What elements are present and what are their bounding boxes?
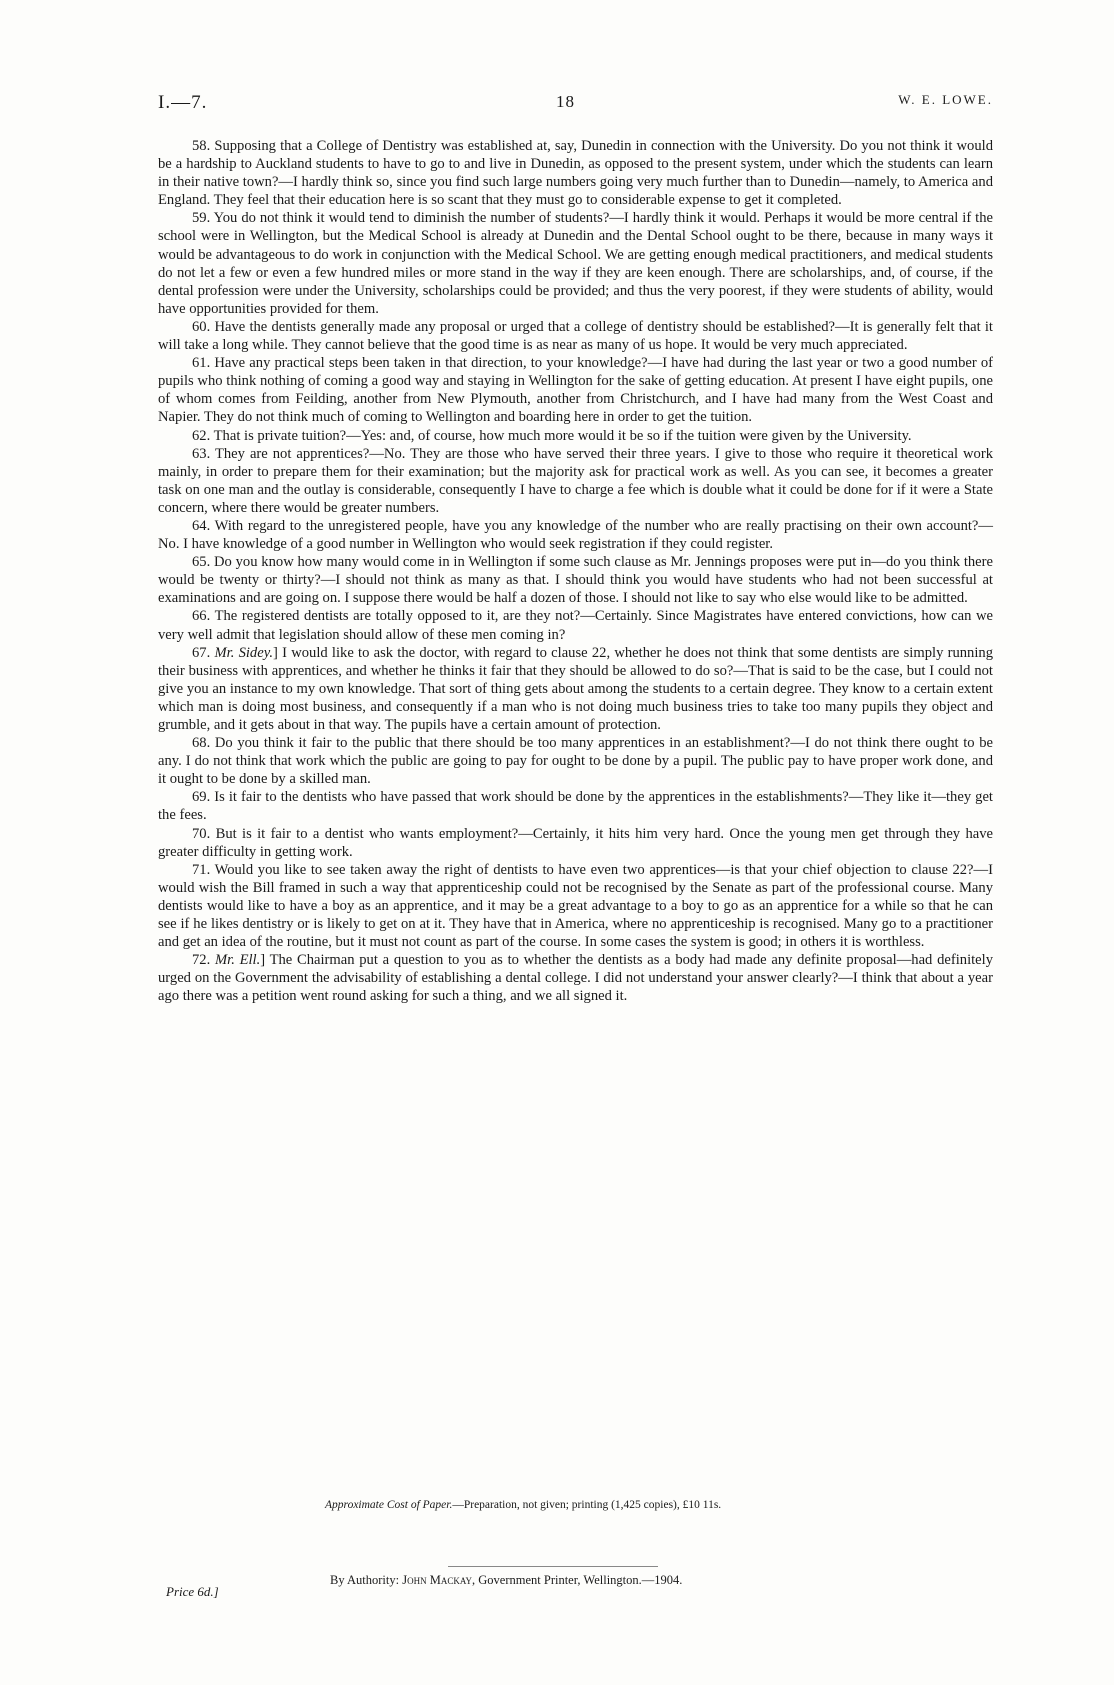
speaker-name: Mr. Ell.: [214, 952, 261, 969]
paragraph-60: 60. Have the dentists generally made any proposal or urged that a college of dentistry should be established?—It is generally felt that it will take a long while. They cannot believe that the good time is as near as many of us hope. It would be very much appreciated.: [158, 318, 993, 354]
witness-name: W. E. LOWE.: [898, 92, 993, 107]
paragraph-62: 62. That is private tuition?—Yes: and, of course, how much more would it be so if the tuition were given by the University.: [192, 427, 912, 444]
paragraph-text: I would like to ask the doctor, with regard to clause 22, whether he does not think that some dentists are simply running their business with apprentices, and whether he thinks it fair that they should be allowed to do so?—That is said to be the case, but I could not give you an instance to my own knowledge. That sort of thing gets about among the students to a certain degree. They know to a certain extent which man is doing most business, and consequently if a man who is not doing much business tries to take too many pupils they object and grumble, and it gets about in that way. The pupils have a certain amount of protection.: [158, 644, 993, 733]
paragraph-number: 72.: [192, 952, 211, 969]
paragraph-61: 61. Have any practical steps been taken in that direction, to your knowledge?—I have had during the last year or two a good number of pupils who think nothing of coming a good way and staying in Wellington for the sake of getting education. At present I have eight pupils, one of whom comes from Feilding, another from New Plymouth, another from Christchurch, and I have had many from the West Coast and Napier. They do not think much of coming to Wellington and boarding here in order to get the tuition.: [158, 355, 993, 426]
paragraph-72: 72. Mr. Ell.] The Chairman put a question to you as to whether the dentists as a body had made any definite proposal—had definitely urged on the Government the advisability of establishing a dental college. I did not understand your answer clearly?—I think that about a year ago there was a petition went round asking for such a thing, and we all signed it.: [158, 952, 994, 1005]
paragraph-63: 63. They are not apprentices?—No. They are those who have served their three years. I give to those who require it theoretical work mainly, in order to prepare them for their examination; but the majority ask for practical work as well. As you can see, it becomes a greater task on one man and the outlay is considerable, consequently I have to charge a fee which is double what it could be done for if it were a State concern, where there would be greater numbers.: [158, 445, 993, 516]
paragraph-67: 67. Mr. Sidey.] I would like to ask the doctor, with regard to clause 22, whether he does not think that some dentists are simply running their business with apprentices, and whether he thinks it fair that they should be allowed to do so?—That is said to be the case, but I could not give you an instance to my own knowledge. That sort of thing gets about among the students to a certain degree. They know to a certain extent which man is doing most business, and consequently if a man who is not doing much business tries to take too many pupils they object and grumble, and it gets about in that way. The pupils have a certain amount of protection.: [158, 644, 993, 733]
page-header: [158, 92, 993, 116]
paragraph-69: 69. Is it fair to the dentists who have passed that work should be done by the apprentices in the establishments?—They like it—they get the fees.: [158, 789, 993, 824]
paragraph-59: 59. You do not think it would tend to diminish the number of students?—I hardly think it would. Perhaps it would be more central if the school were in Wellington, but the Medical School is already at Dunedin and the Dental School ought to be there, because in many ways it would be advantageous to do work in conjunction with the Medical School. We are getting enough medical practitioners, and medical students do not let a few or even a few hundred miles or more stand in the way if they are keen enough. There are scholarships, and, of course, if the dental profession were under the University, scholarships could be provided; and thus the very poorest, if they were students of ability, would have opportunities provided for them.: [158, 210, 993, 317]
paragraph-64: 64. With regard to the unregistered people, have you any knowledge of the number who are really practising on their own account?—No. I have knowledge of a good number in Wellington who would seek registration if they could register.: [158, 517, 993, 553]
paragraph-text: The Chairman put a question to you as to whether the dentists as a body had made any definite proposal—had definitely urged on the Government the advisability of establishing a dental college. I did not understand your answer clearly?—I think that about a year ago there was a petition went round asking for such a thing, and we all signed it.: [158, 952, 994, 1005]
imprint-suffix: , Government Printer, Wellington.—1904.: [472, 1573, 683, 1587]
paragraph-71: 71. Would you like to see taken away the right of dentists to have even two apprentices—is that your chief objection to clause 22?—I would wish the Bill framed in such a way that apprenticeship could not be recognised by the Senate as part of the professional course. Many dentists would like to have a boy as an apprentice, and it may be a great advantage to a boy to go as an apprentice for a while so that he can see if he likes dentistry or is likely to get on at it. They have that in America, where no apprenticeship is recognised. Many go to a practitioner and get an idea of the routine, but it must not count as part of the course. In some cases the system is good; in others it is worthless.: [158, 861, 993, 951]
price: Price 6d.]: [166, 1584, 219, 1599]
paragraph-66: 66. The registered dentists are totally opposed to it, are they not?—Certainly. Since Magistrates have entered convictions, how can we very well admit that legislation should allow of these men coming in?: [158, 608, 993, 643]
evidence-body: [158, 137, 993, 1006]
cost-label: Approximate Cost of Paper.: [325, 1499, 453, 1511]
imprint-prefix: By Authority:: [330, 1573, 400, 1587]
speaker-name: Mr. Sidey.: [214, 644, 274, 661]
cost-of-paper: [325, 1499, 885, 1511]
cost-text: —Preparation, not given; printing (1,425 copies), £10 11s.: [452, 1499, 722, 1511]
paper-reference: I.—7.: [158, 92, 208, 113]
paragraph-number: 67.: [192, 644, 211, 661]
printer-name: John Mackay: [402, 1573, 473, 1587]
page-number: 18: [556, 92, 575, 111]
paragraph-68: 68. Do you think it fair to the public that there should be too many apprentices in an establishment?—I do not think there ought to be any. I do not think that work which the public are going to pay for ought to be done by a pupil. The public pay to have proper work done, and it ought to be done by a skilled man.: [158, 735, 993, 788]
footer-divider: [448, 1566, 658, 1567]
paragraph-70: 70. But is it fair to a dentist who wants employment?—Certainly, it hits him very hard. Once the young men get through they have greater difficulty in getting work.: [158, 825, 993, 860]
paragraph-65: 65. Do you know how many would come in in Wellington if some such clause as Mr. Jennings proposes were put in—do you think there would be twenty or thirty?—I should not think as many as that. I should think you would have students who had not been successful at examinations and are going on. I suppose there would be half a dozen of those. I should not like to say who else would like to be admitted.: [158, 554, 993, 607]
paragraph-58: 58. Supposing that a College of Dentistry was established at, say, Dunedin in connection with the University. Do you not think it would be a hardship to Auckland students to have to go to and live in Dunedin, as opposed to the present system, under which the students can learn in their native town?—I hardly think so, since you find such large numbers going very much further than to Dunedin—namely, to America and England. They feel that their education here is so scant that they must go to considerable expense to get it completed.: [158, 138, 993, 209]
printer-imprint: [330, 1573, 870, 1588]
